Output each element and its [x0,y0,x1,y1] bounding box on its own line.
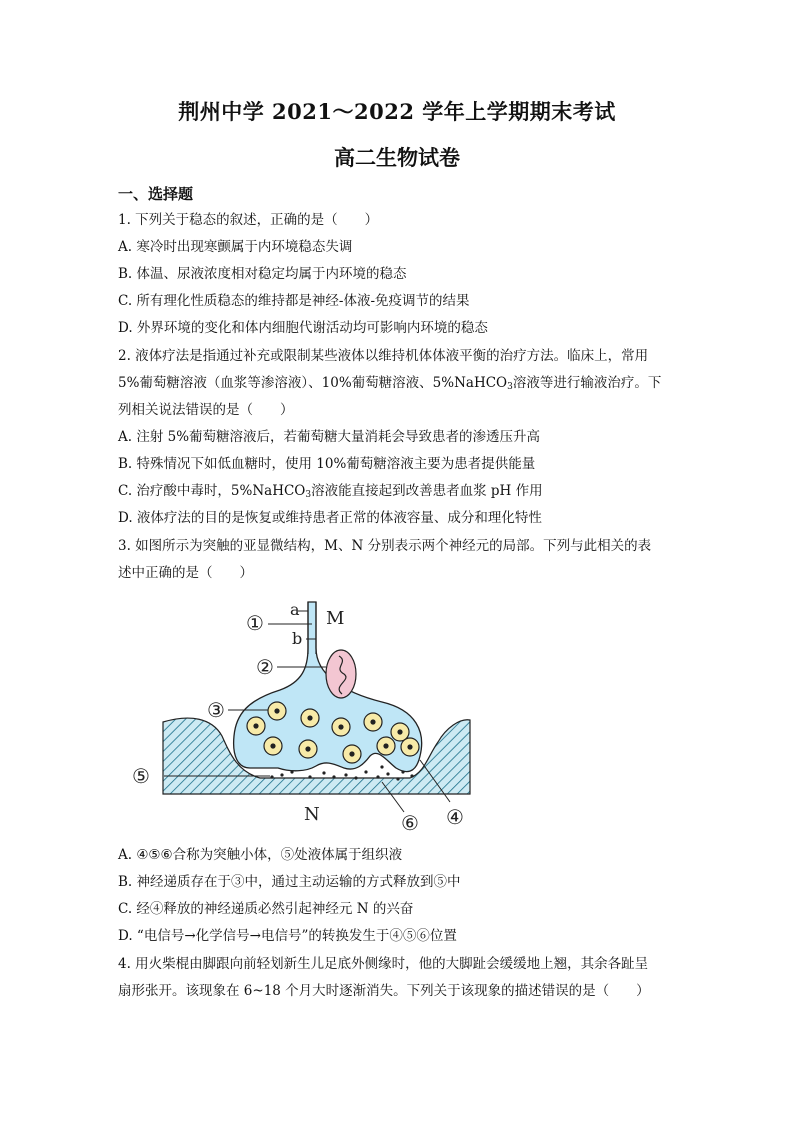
q2-option-c-text: C. 治疗酸中毒时，5%NaHCO [118,483,306,499]
q3-option-d: D. “电信号→化学信号→电信号”的转换发生于④⑤⑥位置 [118,928,457,944]
circled-2: ② [256,655,274,679]
q3-option-c: C. 经④释放的神经递质必然引起神经元 N 的兴奋 [118,901,414,917]
synapse-diagram [120,596,490,840]
label-b: b [292,629,303,648]
circled-4: ④ [446,805,464,829]
section-heading: 一、选择题 [118,185,194,203]
q2-stem-line3: 列相关说法错误的是（ ） [118,402,294,418]
q3-option-a: A. ④⑤⑥合称为突触小体，⑤处液体属于组织液 [118,847,403,863]
exam-title: 荆州中学 2021～2022 学年上学期期末考试 [178,99,616,124]
q2-option-d: D. 液体疗法的目的是恢复或维持患者正常的体液容量、成分和理化特性 [118,510,542,526]
label-n: N [304,804,320,825]
exam-subtitle: 高二生物试卷 [334,145,460,170]
q2-option-b: B. 特殊情况下如低血糖时，使用 10%葡萄糖溶液主要为患者提供能量 [118,456,536,472]
circled-6: ⑥ [401,811,419,835]
q2-option-c [118,481,543,505]
q2-option-c-rest: 溶液能直接起到改善患者血浆 pH 作用 [311,483,543,499]
q4-stem-line2: 扇形张开。该现象在 6~18 个月大时逐渐消失。下列关于该现象的描述错误的是（ ） [118,983,650,999]
q2-option-a: A. 注射 5%葡萄糖溶液后，若葡萄糖大量消耗会导致患者的渗透压升高 [118,429,541,445]
circled-3: ③ [207,698,225,722]
q4-stem-line1: 4. 用火柴棍由脚跟向前轻划新生儿足底外侧缘时，他的大脚趾会缓缓地上翘，其余各趾呈 [118,956,649,972]
q3-stem-line1: 3. 如图所示为突触的亚显微结构，M、N 分别表示两个神经元的局部。下列与此相关的表 [118,538,652,554]
label-a: a [290,600,300,619]
label-m: M [326,608,345,629]
q2-stem-line1: 2. 液体疗法是指通过补充或限制某些液体以维持机体体液平衡的治疗方法。临床上，常用 [118,348,649,364]
q2-subscript: 3 [507,382,513,392]
q3-stem-line2: 述中正确的是（ ） [118,565,253,581]
q3-option-b: B. 神经递质存在于③中，通过主动运输的方式释放到⑤中 [118,874,461,890]
circled-5: ⑤ [132,764,150,788]
q1-option-c: C. 所有理化性质稳态的维持都是神经-体液-免疫调节的结果 [118,293,470,309]
q1-option-d: D. 外界环境的变化和体内细胞代谢活动均可影响内环境的稳态 [118,320,488,336]
q2-stem-line2 [118,373,661,397]
q2-option-c-subscript: 3 [305,490,312,500]
q2-stem-line2-rest: 溶液等进行输液治疗。下 [512,375,662,391]
q1-option-b: B. 体温、尿液浓度相对稳定均属于内环境的稳态 [118,266,407,282]
q2-stem-line2-text: 5%葡萄糖溶液（血浆等渗溶液）、10%葡萄糖溶液、5%NaHCO [118,375,508,391]
q1-stem: 1. 下列关于稳态的叙述，正确的是（ ） [118,212,379,228]
circled-1: ① [246,611,264,635]
q1-option-a: A. 寒冷时出现寒颤属于内环境稳态失调 [118,239,353,255]
